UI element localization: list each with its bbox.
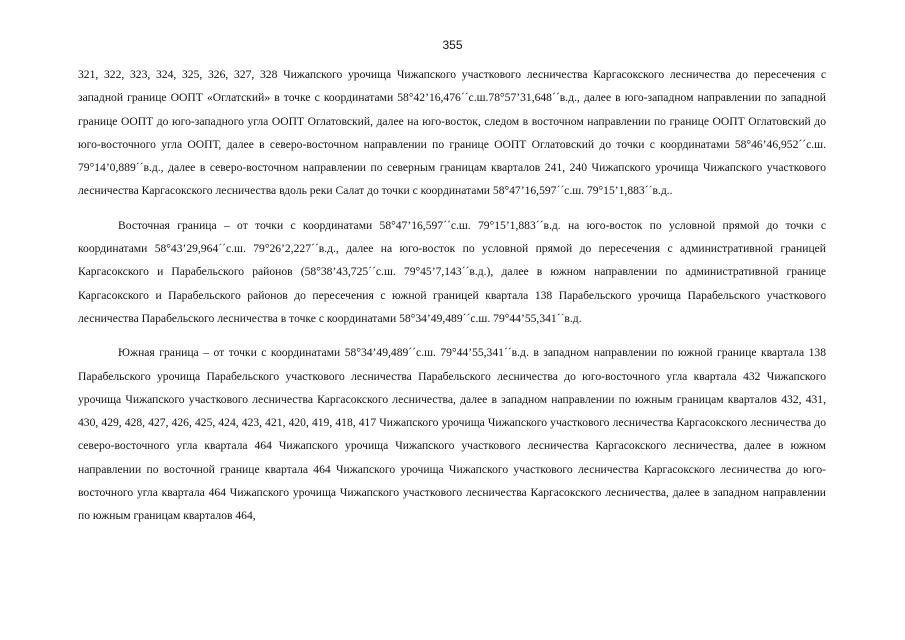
paragraph-north-boundary-continuation: 321, 322, 323, 324, 325, 326, 327, 328 Чижапского урочища Чижапского участкового лесничества Каргасокского лесничества до пересечения с западной границе ООПТ «Оглатский» в точке с координатами 58°42’16,476´´с.ш.78°57’31,648´´в.д., далее в юго-западном направлении по западной границе ООПТ до юго-западного угла ООПТ Оглатовский, далее на юго-восток, следом в восточном направлении по границе ООПТ Оглатовский до юго-восточного угла ООПТ, далее в северо-восточном направлении по границе ООПТ Оглатовский до точки с координатами 58°46’46,952´´с.ш. 79°14’0,889´´в.д., далее в северо-восточном направлении по северным границам кварталов 241, 240 Чижапского урочища Чижапского участкового лесничества Каргасокского лесничества вдоль реки Салат до точки с координатами 58°47’16,597´´с.ш. 79°15’1,883´´в.д.. — [78, 68, 826, 198]
paragraph-south-boundary: Южная граница – от точки с координатами 58°34’49,489´´с.ш. 79°44’55,341´´в.д. в западном направлении по южной границе квартала 138 Парабельского урочища Парабельского участкового лесничества Парабельского лесничества до юго-восточного угла квартала 432 Чижапского урочища Чижапского участкового лесничества Каргасокского лесничества, далее в западном направлении по южным границам кварталов 432, 431, 430, 429, 428, 427, 426, 425, 424, 423, 421, 420, 419, 418, 417 Чижапского урочища Чижапского участкового лесничества Каргасокского лесничества до северо-восточного угла квартала 464 Чижапского урочища Чижапского участкового лесничества Каргасокского лесничества, далее в южном направлении по восточной границе квартала 464 Чижапского урочища Чижапского участкового лесничества Каргасокского лесничества до юго-восточного угла квартала 464 Чижапского урочища Чижапского участкового лесничества Каргасокского лесничества, далее в западном направлении по южным границам кварталов 464, — [78, 346, 826, 523]
paragraph-east-boundary: Восточная граница – от точки с координатами 58°47’16,597´´с.ш. 79°15’1,883´´в.д. на юго-восток по условной прямой до точки с координатами 58°43’29,964´´с.ш. 79°26’2,227´´в.д., далее на юго-восток по условной прямой до пересечения с административной границей Каргасокского и Парабельского районов (58°38’43,725´´с.ш. 79°45’7,143´´в.д.), далее в южном направлении по административной границе Каргасокского и Парабельского районов до пересечения с южной границей квартала 138 Парабельского урочища Парабельского участкового лесничества Парабельского лесничества в точке с координатами 58°34’49,489´´с.ш. 79°44’55,341´´в.д. — [78, 218, 826, 325]
document-body — [78, 63, 826, 528]
page-number: 355 — [442, 38, 463, 52]
